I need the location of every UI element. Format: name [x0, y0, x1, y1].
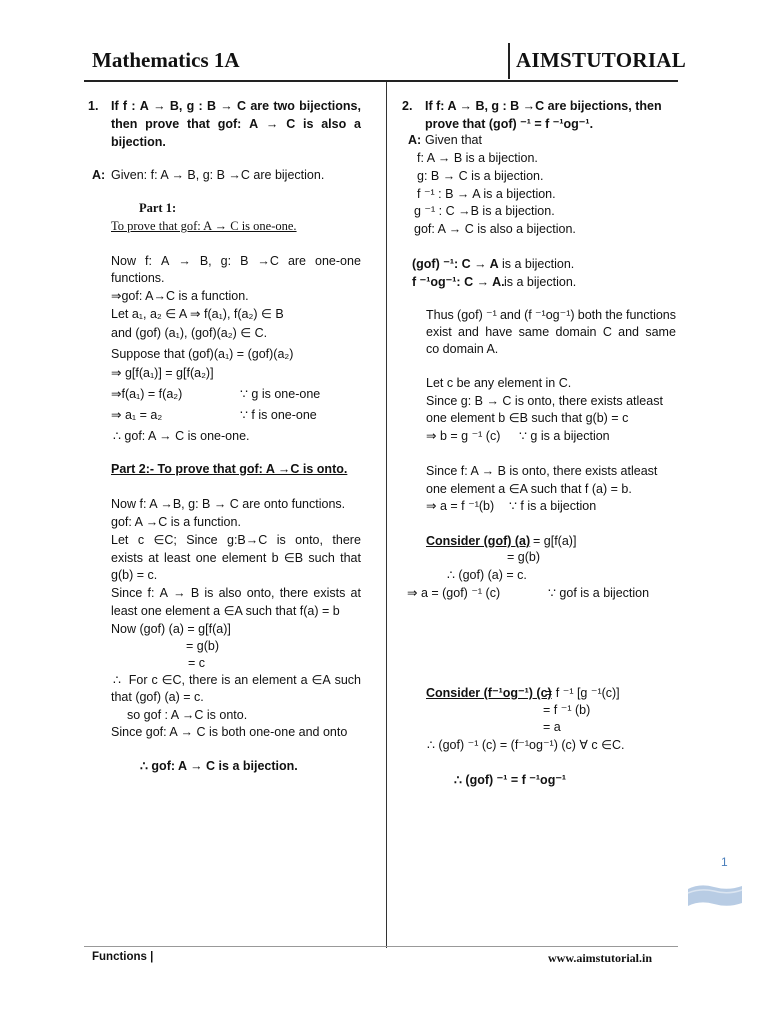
header-divider — [508, 43, 510, 79]
right-text-line: ∵ gof is a bijection — [548, 586, 650, 600]
left-text-line: g(b) = c. — [111, 568, 158, 582]
right-text-line: f ⁻¹ : B → A is a bijection. — [417, 187, 556, 201]
right-text-line: ⇒ a = f ⁻¹(b) — [426, 499, 495, 513]
left-text-line: ∵ g is one-one — [240, 387, 321, 401]
left-text-line: exists at least one element b ∈B such that — [111, 551, 361, 565]
left-text-line: Now (gof) (a) = g[f(a)] — [111, 622, 231, 636]
left-text-line: A: — [92, 168, 106, 182]
left-text-line: and (gof) (a₁), (gof)(a₂) ∈ C. — [111, 326, 268, 340]
right-text-line: = g[f(a)] — [533, 534, 577, 548]
right-text-line: = g(b) — [507, 550, 541, 564]
left-text-line: ⇒ a₁ = a₂ — [111, 408, 163, 422]
right-text-line: exist and have same domain C and same — [426, 325, 676, 339]
left-text-line: then prove that gof: A → C is also a — [111, 117, 361, 131]
left-text-line: = c — [188, 656, 206, 670]
left-text-line: ∵ f is one-one — [240, 408, 317, 422]
right-text-line: g: B → C is a bijection. — [417, 169, 544, 183]
right-text-line: ∵ g is a bijection — [519, 429, 610, 443]
right-text-line: Thus (gof) ⁻¹ and (f ⁻¹og⁻¹) both the functions — [426, 308, 676, 322]
footer-website: www.aimstutorial.in — [548, 951, 653, 965]
left-text-line: = g(b) — [186, 639, 220, 653]
left-text-line: so gof : A →C is onto. — [127, 708, 248, 722]
right-text-line: prove that (gof) ⁻¹ = f ⁻¹og⁻¹. — [425, 117, 594, 131]
left-text-line: Let a₁, a₂ ∈ A ⇒ f(a₁), f(a₂) ∈ B — [111, 307, 284, 321]
brand-name: AIMSTUTORIAL — [516, 48, 687, 72]
left-text-line: Part 2:- To prove that gof: A →C is onto. — [111, 462, 348, 476]
left-text-line: ⇒f(a₁) = f(a₂) — [111, 387, 183, 401]
right-text-line: co domain A. — [426, 342, 499, 356]
left-text-line: 1. — [88, 99, 99, 113]
footer-rule — [84, 946, 678, 947]
column-divider — [386, 82, 387, 948]
left-text-line: To prove that gof: A → C is one-one. — [111, 219, 297, 233]
left-text-line: ⇒gof: A→C is a function. — [111, 289, 249, 303]
right-text-line: ∴ (gof) ⁻¹ (c) = (f⁻¹og⁻¹) (c) ∀ c ∈C. — [427, 738, 625, 752]
right-text-line: gof: A → C is also a bijection. — [414, 222, 576, 236]
right-text-line: Let c be any element in C. — [426, 376, 572, 390]
left-text-line: If f : A → B, g : B → C are two bijections, — [111, 99, 361, 113]
right-text-line: Since g: B → C is onto, there exists atleast — [426, 394, 663, 408]
right-text-line: If f: A → B, g : B →C are bijections, then — [425, 99, 662, 113]
right-text-line: (gof) ⁻¹: C → A — [412, 257, 499, 271]
right-text-line: f ⁻¹og⁻¹: C → A. — [412, 275, 505, 289]
right-text-line: f: A → B is a bijection. — [417, 151, 538, 165]
page-number: 1 — [721, 855, 728, 869]
left-text-line: least one element a ∈A such that f(a) = b — [111, 604, 340, 618]
right-text-line: 2. — [402, 99, 413, 113]
left-text-line: that (gof) (a) = c. — [111, 690, 204, 704]
left-text-line: Now f: A → B, g: B →C are one-one — [111, 254, 361, 268]
right-text-line: g ⁻¹ : C →B is a bijection. — [414, 204, 555, 218]
right-text-line: = a — [543, 720, 561, 734]
right-text-line: one element a ∈A such that f (a) = b. — [426, 482, 632, 496]
right-text-line: ∴ (gof) (a) = c. — [447, 568, 527, 582]
left-text-line: ⇒ g[f(a₁)] = g[f(a₂)] — [111, 366, 214, 380]
left-text-line: gof: A →C is a function. — [111, 515, 241, 529]
right-text-line: = f ⁻¹ [g ⁻¹(c)] — [545, 686, 620, 700]
right-text-line: ∵ f is a bijection — [509, 499, 597, 513]
left-text-line: ∴ For c ∈C, there is an element a ∈A such — [113, 673, 361, 687]
left-text-line: Let c ∈C; Since g:B→C is onto, there — [111, 533, 361, 547]
left-text-line: functions. — [111, 271, 165, 285]
left-text-line: Given: f: A → B, g: B →C are bijection. — [111, 168, 325, 182]
left-text-line: Part 1: — [139, 201, 177, 215]
right-text-line: Consider (gof) (a) — [426, 534, 531, 548]
right-text-line: A: — [408, 133, 422, 147]
left-text-line: Suppose that (gof)(a₁) = (gof)(a₂) — [111, 347, 294, 361]
page-corner-decoration — [686, 883, 744, 909]
page-title: Mathematics 1A — [92, 48, 240, 72]
left-text-line: Now f: A →B, g: B → C are onto functions. — [111, 497, 346, 511]
left-text-line: bijection. — [111, 135, 166, 149]
right-text-line: ⇒ b = g ⁻¹ (c) — [426, 429, 501, 443]
right-text-line: is a bijection. — [504, 275, 577, 289]
right-text-line: one element b ∈B such that g(b) = c — [426, 411, 629, 425]
left-text-line: ∴ gof: A → C is a bijection. — [140, 759, 298, 773]
right-text-line: ⇒ a = (gof) ⁻¹ (c) — [407, 586, 501, 600]
left-text-line: Since f: A → B is also onto, there exists at — [111, 586, 361, 600]
left-text-line: ∴ gof: A → C is one-one. — [113, 429, 250, 443]
right-text-line: = f ⁻¹ (b) — [543, 703, 591, 717]
right-text-line: is a bijection. — [502, 257, 575, 271]
right-text-line: ∴ (gof) ⁻¹ = f ⁻¹og⁻¹ — [454, 773, 567, 787]
right-text-line: Consider (f⁻¹og⁻¹) (c) — [426, 686, 552, 700]
footer-section-label: Functions | — [92, 951, 154, 963]
right-text-line: Given that — [425, 133, 482, 147]
right-text-line: Since f: A → B is onto, there exists atleast — [426, 464, 658, 478]
left-text-line: Since gof: A → C is both one-one and onto — [111, 725, 348, 739]
header-rule — [84, 80, 678, 82]
